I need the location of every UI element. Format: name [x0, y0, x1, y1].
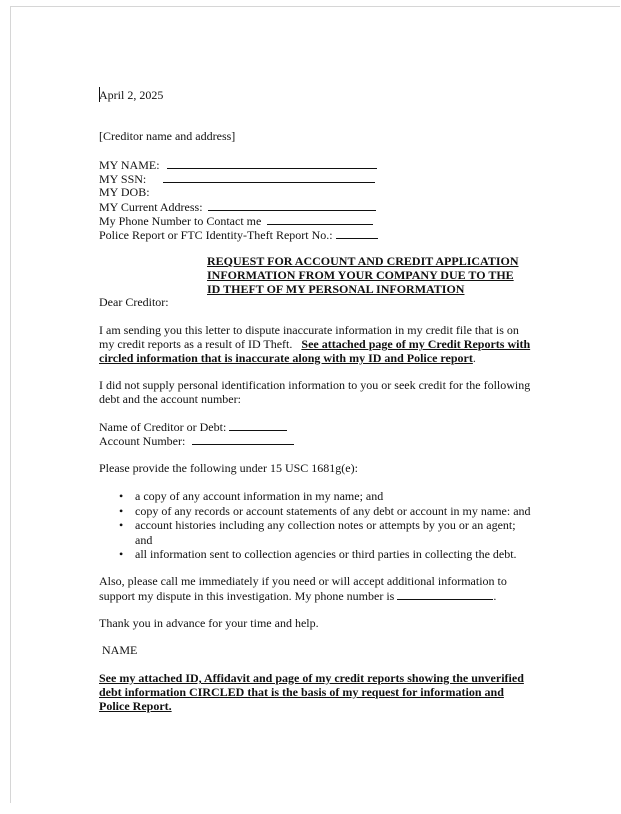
letter-date: April 2, 2025 [99, 88, 164, 102]
footer-note-line-1: See my attached ID, Affidavit and page of my credit reports showing the unverified [99, 671, 524, 685]
list-item-continuation [115, 533, 531, 548]
police-report-blank[interactable] [336, 227, 378, 239]
bullet-text: all information sent to collection agencies or third parties in collecting the debt. [135, 547, 517, 561]
document-page [10, 6, 620, 803]
account-number-label: Account Number: [99, 434, 186, 448]
signature-name: NAME [102, 643, 138, 657]
police-report-field[interactable] [99, 227, 378, 242]
paragraph-3-line-1: Also, please call me immediately if you need or will accept additional information to [99, 574, 507, 588]
my-name-field[interactable] [99, 157, 377, 172]
my-ssn-blank[interactable] [163, 171, 375, 183]
paragraph-1-line-1: I am sending you this letter to dispute inaccurate information in my credit file that is on [99, 323, 519, 337]
bullet-icon: • [119, 503, 124, 518]
heading-line-3: ID THEFT OF MY PERSONAL INFORMATION [207, 282, 465, 296]
paragraph-3-line-2 [99, 588, 496, 603]
bullet-text: and [135, 532, 153, 547]
salutation: Dear Creditor: [99, 295, 169, 309]
creditor-debt-field[interactable] [99, 419, 287, 434]
paragraph-1-plain-text: my credit reports as a result of ID Theft. [99, 337, 302, 351]
list-item [115, 489, 531, 504]
request-intro: Please provide the following under 15 USC 1681g(e): [99, 461, 358, 475]
phone-number-blank[interactable] [397, 588, 493, 600]
bullet-text: copy of any records or account statements of any debt or account in my name: and [135, 503, 531, 518]
paragraph-2-line-1: I did not supply personal identification information to you or seek credit for the following [99, 378, 531, 392]
creditor-address-placeholder[interactable]: [Creditor name and address] [99, 129, 236, 143]
my-dob-field[interactable] [99, 185, 150, 199]
footer-note-line-3: Police Report. [99, 699, 172, 713]
list-item [115, 518, 531, 533]
my-ssn-label: MY SSN: [99, 172, 147, 186]
my-phone-blank[interactable] [267, 213, 373, 225]
paragraph-1-bold-text-2: circled information that is inaccurate along with my ID and Police report [99, 351, 473, 365]
bullet-text: account histories including any collection notes or attempts by you or an agent; [135, 518, 516, 532]
footer-note-line-2: debt information CIRCLED that is the basis of my request for information and [99, 685, 504, 699]
request-bullet-list [115, 489, 531, 562]
creditor-debt-label: Name of Creditor or Debt: [99, 420, 227, 434]
account-number-field[interactable] [99, 433, 294, 448]
paragraph-3-text: support my dispute in this investigation. My phone number is [99, 589, 398, 603]
my-name-label: MY NAME: [99, 158, 160, 172]
paragraph-1-bold-text: See attached page of my Credit Reports with [301, 337, 531, 351]
paragraph-1-period: . [472, 351, 476, 365]
paragraph-3-period: . [493, 589, 497, 603]
account-number-blank[interactable] [192, 433, 294, 445]
police-report-label: Police Report or FTC Identity-Theft Report No.: [99, 228, 333, 242]
list-item [115, 504, 531, 519]
paragraph-2-line-2: debt and the account number: [99, 392, 241, 406]
my-name-blank[interactable] [167, 157, 377, 169]
my-dob-label: MY DOB: [99, 185, 150, 199]
thanks-line: Thank you in advance for your time and help. [99, 616, 319, 630]
list-item [115, 547, 531, 562]
bullet-icon: • [119, 547, 124, 561]
bullet-icon: • [119, 489, 124, 503]
my-phone-field[interactable] [99, 213, 373, 228]
my-address-blank[interactable] [208, 199, 376, 211]
heading-line-2: INFORMATION FROM YOUR COMPANY DUE TO THE [207, 268, 514, 282]
bullet-text: a copy of any account information in my name; and [135, 489, 384, 503]
heading-line-1: REQUEST FOR ACCOUNT AND CREDIT APPLICATION [207, 254, 519, 268]
bullet-icon: • [119, 518, 124, 532]
my-address-label: MY Current Address: [99, 200, 203, 214]
paragraph-1-line-3 [99, 351, 476, 365]
my-address-field[interactable] [99, 199, 376, 214]
creditor-debt-blank[interactable] [229, 419, 287, 431]
paragraph-1-line-2 [99, 337, 530, 351]
my-phone-label: My Phone Number to Contact me [99, 214, 262, 228]
my-ssn-field[interactable] [99, 171, 375, 186]
